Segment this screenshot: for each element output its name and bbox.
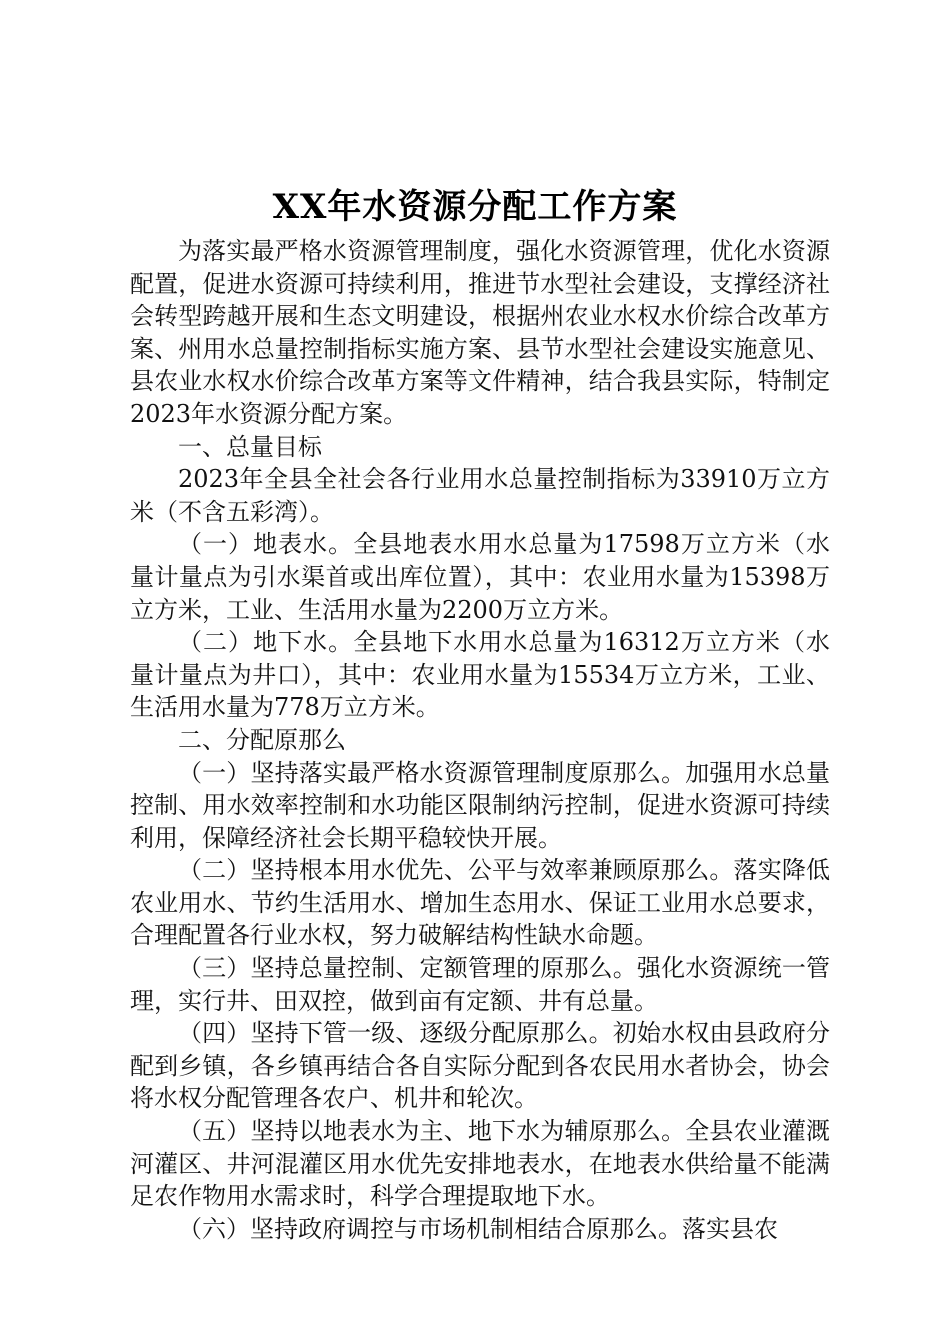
paragraph-groundwater: （二）地下水。全县地下水用水总量为16312万立方米（水量计量点为井口），其中：农业用水量为15534万立方米，工业、生活用水量为778万立方米。 — [130, 628, 830, 722]
paragraph-intro: 为落实最严格水资源管理制度，强化水资源管理，优化水资源配置，促进水资源可持续利用，推进节水型社会建设，支撑经济社会转型跨越开展和生态文明建设，根据州农业水权水价综合改革方案、州用水总量控制指标实施方案、县节水型社会建设实施意见、县农业水权水价综合改革方案等文件精神，结合我县实际，特制定2023年水资源分配方案。 — [130, 237, 830, 428]
paragraph-principle-1: （一）坚持落实最严格水资源管理制度原那么。加强用水总量控制、用水效率控制和水功能区限制纳污控制，促进水资源可持续利用，保障经济社会长期平稳较快开展。 — [130, 758, 830, 852]
paragraph-total-target: 2023年全县全社会各行业用水总量控制指标为33910万立方米（不含五彩湾）。 — [130, 465, 830, 526]
document-body — [130, 235, 830, 1245]
paragraph-principle-5: （五）坚持以地表水为主、地下水为辅原那么。全县农业灌溉河灌区、井河混灌区用水优先安排地表水，在地表水供给量不能满足农作物用水需求时，科学合理提取地下水。 — [130, 1117, 830, 1211]
paragraph-surface-water: （一）地表水。全县地表水用水总量为17598万立方米（水量计量点为引水渠首或出库位置），其中：农业用水量为15398万立方米，工业、生活用水量为2200万立方米。 — [130, 530, 830, 624]
paragraph-principle-4: （四）坚持下管一级、逐级分配原那么。初始水权由县政府分配到乡镇，各乡镇再结合各自实际分配到各农民用水者协会，协会将水权分配管理各农户、机井和轮次。 — [130, 1019, 830, 1113]
document-title: XX年水资源分配工作方案 — [272, 187, 678, 227]
section-heading-total-target: 一、总量目标 — [178, 432, 322, 461]
section-heading-principles: 二、分配原那么 — [178, 725, 346, 754]
paragraph-principle-2: （二）坚持根本用水优先、公平与效率兼顾原那么。落实降低农业用水、节约生活用水、增加生态用水、保证工业用水总要求，合理配置各行业水权，努力破解结构性缺水命题。 — [130, 856, 830, 950]
paragraph-principle-3: （三）坚持总量控制、定额管理的原那么。强化水资源统一管理，实行井、田双控，做到亩有定额、井有总量。 — [130, 954, 830, 1015]
paragraph-principle-6: （六）坚持政府调控与市场机制相结合原那么。落实县农 — [178, 1214, 778, 1243]
